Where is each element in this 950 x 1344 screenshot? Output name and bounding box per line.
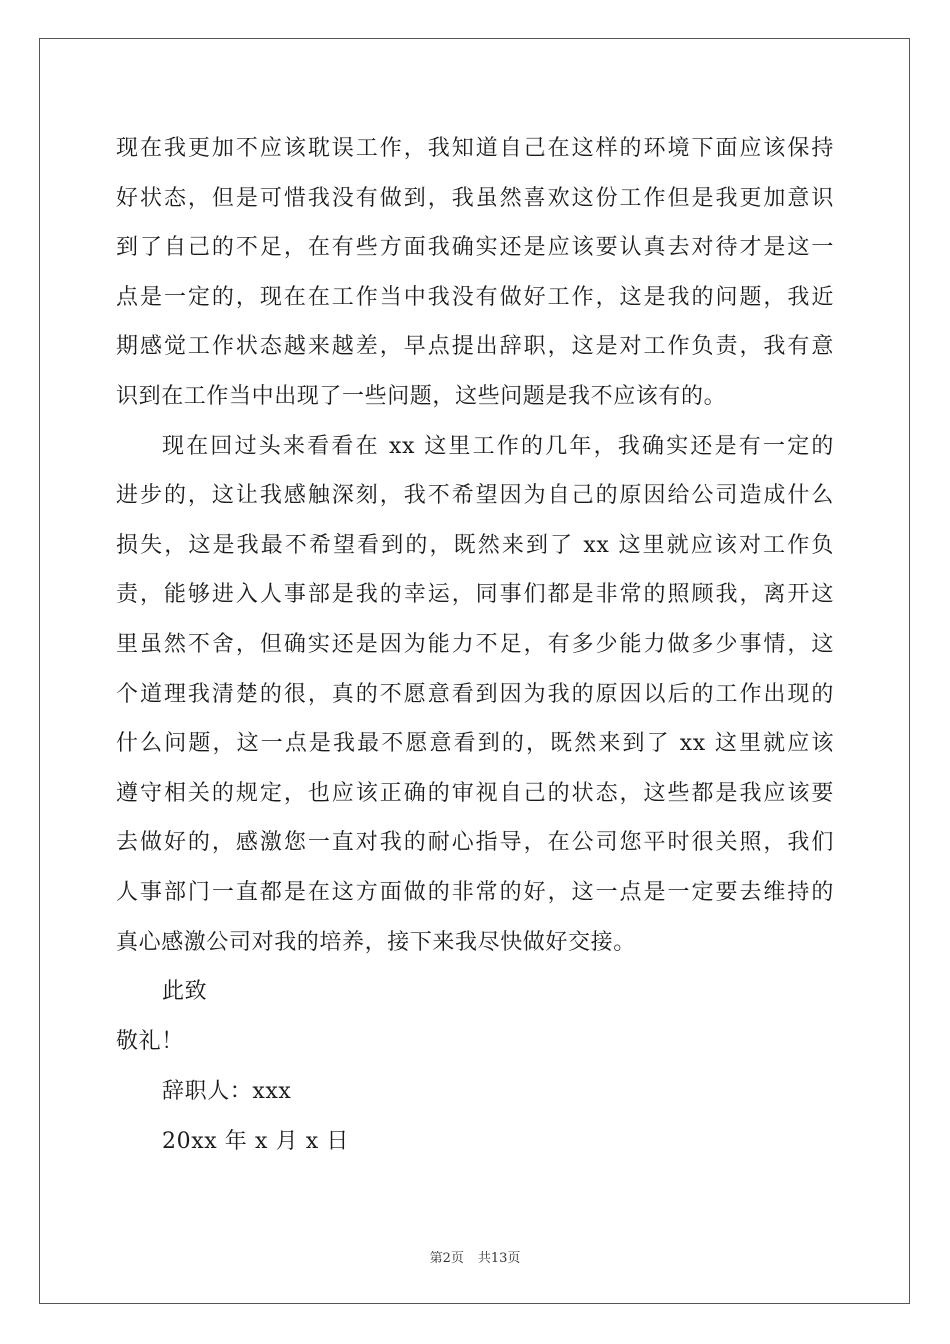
- text-line: 好状态，但是可惜我没有做到，我虽然喜欢这份工作但是我更加意识: [116, 185, 834, 211]
- text-line: 现在我更加不应该耽误工作，我知道自己在这样的环境下面应该保持: [116, 136, 834, 161]
- text-line: 个道理我清楚的很，真的不愿意看到因为我的原因以后的工作出现的: [116, 681, 834, 707]
- text-line: 遵守相关的规定，也应该正确的审视自己的状态，这些都是我应该要: [116, 780, 834, 806]
- salutation: 此致: [162, 979, 208, 1005]
- page-total: 共13页: [477, 1251, 521, 1266]
- date: 20xx 年 x 月 x 日: [162, 1129, 349, 1155]
- text-line: 现在回过头来看看在 xx 这里工作的几年，我确实还是有一定的: [162, 433, 834, 459]
- paragraph-2: [116, 422, 834, 968]
- signer: 辞职人：xxx: [162, 1079, 292, 1105]
- text-line: 进步的，这让我感触深刻，我不希望因为自己的原因给公司造成什么: [116, 483, 834, 509]
- text-line: 真心感激公司对我的培养，接下来我尽快做好交接。: [116, 929, 636, 955]
- text-line: 去做好的，感激您一直对我的耐心指导，在公司您平时很关照，我们: [116, 830, 834, 856]
- text-line: 期感觉工作状态越来越差，早点提出辞职，这是对工作负责，我有意: [116, 334, 834, 360]
- text-line: 人事部门一直都是在这方面做的非常的好，这一点是一定要去维持的: [116, 879, 834, 905]
- page-footer: [0, 1247, 950, 1266]
- paragraph-1: [116, 124, 834, 422]
- text-line: 点是一定的，现在在工作当中我没有做好工作，这是我的问题，我近: [116, 284, 834, 310]
- text-line: 什么问题，这一点是我最不愿意看到的，既然来到了 xx 这里就应该: [116, 731, 834, 757]
- text-line: 责，能够进入人事部是我的幸运，同事们都是非常的照顾我，离开这: [116, 582, 834, 608]
- page-number: 第2页: [429, 1251, 464, 1266]
- regards: 敬礼！: [116, 1029, 184, 1055]
- text-line: 损失，这是我最不希望看到的，既然来到了 xx 这里就应该对工作负: [116, 532, 834, 558]
- text-line: 里虽然不舍，但确实还是因为能力不足，有多少能力做多少事情，这: [116, 631, 834, 657]
- text-line: 到了自己的不足，在有些方面我确实还是应该要认真去对待才是这一: [116, 235, 834, 261]
- text-line: 识到在工作当中出现了一些问题，这些问题是我不应该有的。: [116, 383, 727, 409]
- document-body: [116, 124, 834, 1167]
